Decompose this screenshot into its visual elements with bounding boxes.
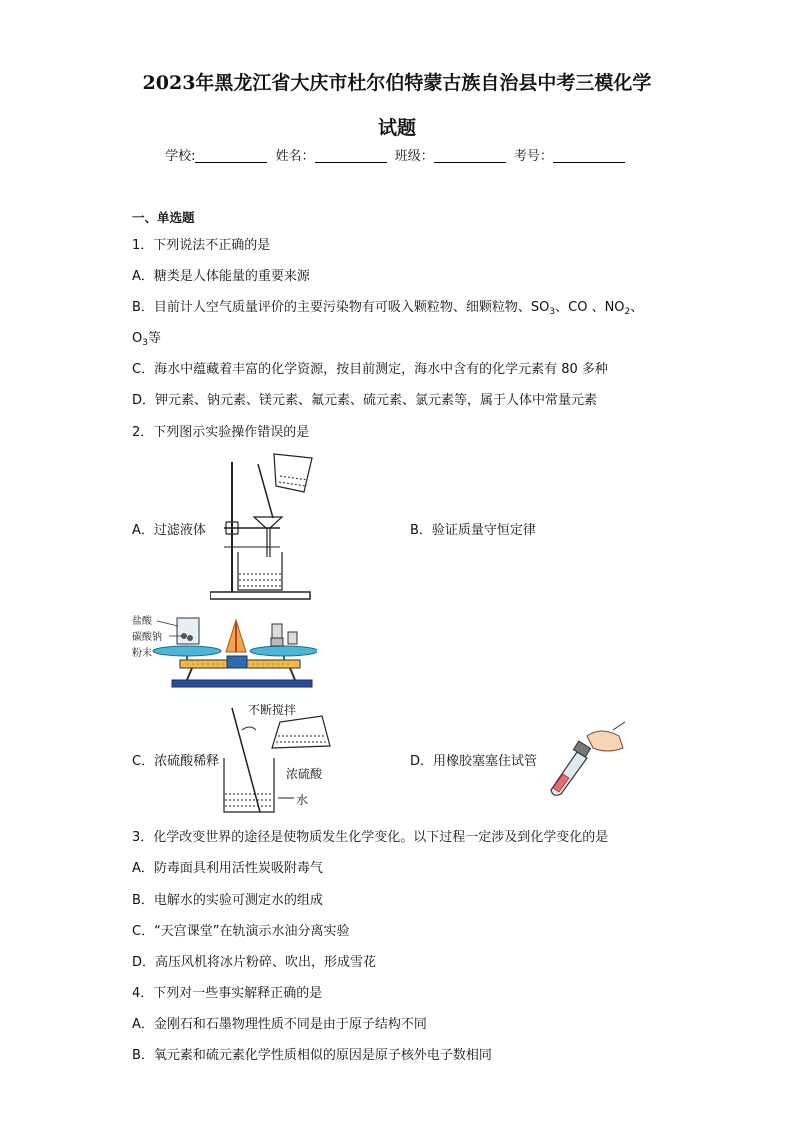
label-water: 水 bbox=[296, 793, 309, 807]
q1-option-d: D．钾元素、钠元素、镁元素、氟元素、硫元素、氯元素等，属于人体中常量元素 bbox=[132, 393, 598, 408]
q4-option-b: B．氧元素和硫元素化学性质相似的原因是原子核外电子数相同 bbox=[132, 1048, 492, 1063]
q2-stem: 2．下列图示实验操作错误的是 bbox=[132, 425, 310, 440]
sulfuric-acid-dilution-figure bbox=[222, 700, 342, 818]
balance-figure bbox=[132, 612, 317, 690]
filtration-apparatus-figure bbox=[210, 452, 320, 602]
q3-stem: 3．化学改变世界的途径是使物质发生化学变化。以下过程一定涉及到化学变化的是 bbox=[132, 830, 609, 845]
name-label: 姓名： bbox=[275, 149, 315, 164]
class-blank[interactable] bbox=[434, 148, 506, 163]
q1-b-sub1: 3 bbox=[549, 307, 556, 317]
q3-option-d: D．高压风机将冰片粉碎、吹出，形成雪花 bbox=[132, 955, 377, 970]
q1-option-c: C．海水中蕴藏着丰富的化学资源，按目前测定，海水中含有的化学元素有 80 多种 bbox=[132, 362, 608, 377]
q2-option-d: D．用橡胶塞塞住试管 bbox=[410, 754, 538, 769]
q3-option-a: A．防毒面具利用活性炭吸附毒气 bbox=[132, 861, 323, 876]
school-blank[interactable] bbox=[195, 148, 267, 163]
school-label: 学校: bbox=[165, 149, 196, 164]
q1-b-text2: 、CO 、NO bbox=[555, 300, 625, 315]
number-blank[interactable] bbox=[553, 148, 625, 163]
q1-b-text5: 等 bbox=[147, 331, 161, 346]
q1-stem: 1．下列说法不正确的是 bbox=[132, 238, 271, 253]
exam-title-line2: 试题 bbox=[377, 117, 416, 139]
q3-option-c: C．“天宫课堂”在轨演示水油分离实验 bbox=[132, 924, 350, 939]
q2-option-b: B．验证质量守恒定律 bbox=[410, 523, 536, 538]
q3-option-b: B．电解水的实验可测定水的组成 bbox=[132, 893, 323, 908]
q1-b-text4: O bbox=[132, 331, 143, 346]
q1-b-text1: B．目前计人空气质量评价的主要污染物有可吸入颗粒物、细颗粒物、SO bbox=[132, 300, 550, 315]
q1-option-b-cont bbox=[132, 327, 161, 348]
number-label: 考号： bbox=[513, 149, 553, 164]
q4-option-a: A．金刚石和石墨物理性质不同是由于原子结构不同 bbox=[132, 1017, 427, 1032]
q2-option-a: A．过滤液体 bbox=[132, 523, 206, 538]
label-powder: 粉末 bbox=[132, 648, 152, 659]
label-acid: 浓硫酸 bbox=[286, 767, 323, 781]
student-info-row bbox=[0, 145, 794, 164]
q1-b-sub2: 2 bbox=[624, 307, 631, 317]
q1-option-b bbox=[132, 296, 643, 317]
q2-option-c: C．浓硫酸稀释 bbox=[132, 754, 220, 769]
section-heading: 一、单选题 bbox=[132, 210, 195, 225]
q1-option-a: A．糖类是人体能量的重要来源 bbox=[132, 269, 310, 284]
q4-stem: 4．下列对一些事实解释正确的是 bbox=[132, 986, 323, 1001]
exam-title-line1: 2023年黑龙江省大庆市杜尔伯特蒙古族自治县中考三模化学 bbox=[142, 72, 652, 94]
name-blank[interactable] bbox=[315, 148, 387, 163]
test-tube-stopper-figure bbox=[543, 718, 628, 796]
label-sodium-carbonate: 碳酸钠 bbox=[132, 632, 162, 643]
class-label: 班级： bbox=[394, 149, 434, 164]
q1-b-text3: 、 bbox=[630, 300, 644, 315]
q1-b-sub3: 3 bbox=[142, 338, 148, 348]
label-hydrochloric-acid: 盐酸 bbox=[132, 616, 152, 627]
label-stir: 不断搅拌 bbox=[248, 703, 297, 717]
